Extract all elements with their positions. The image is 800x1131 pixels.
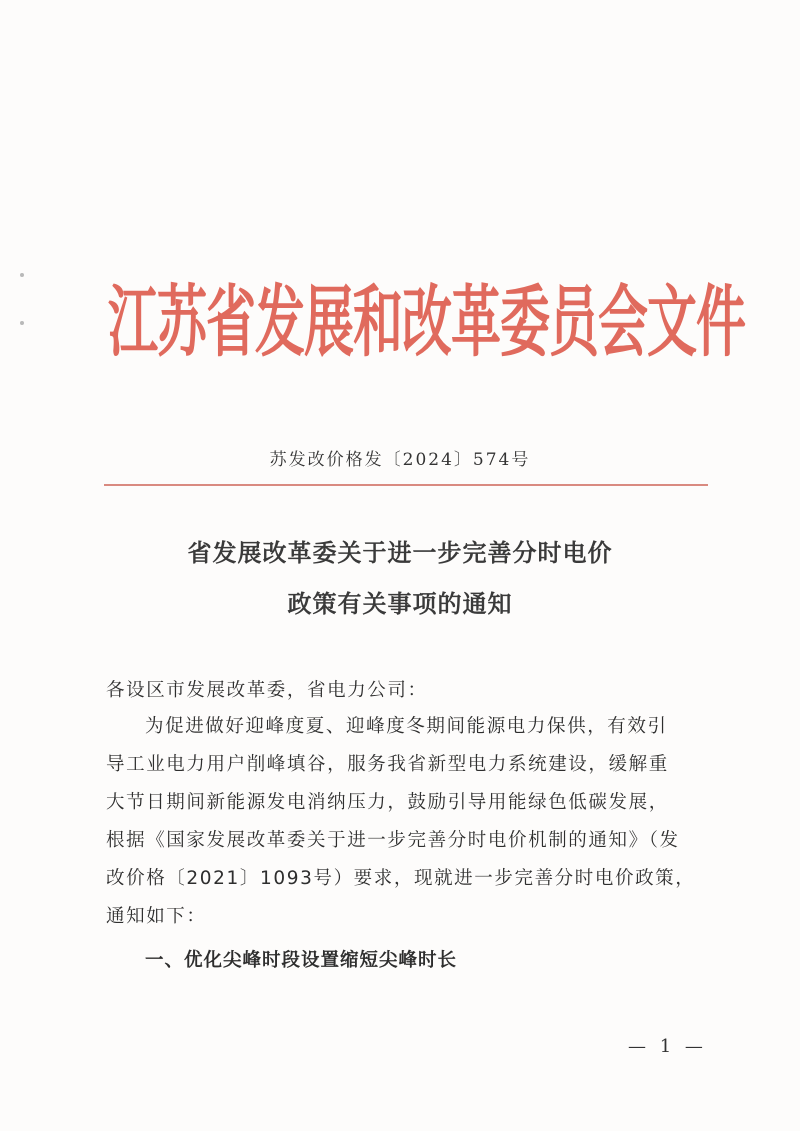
masthead-char: 文 <box>647 275 697 367</box>
masthead-char: 委 <box>500 275 550 367</box>
section-heading-1: 一、优化尖峰时段设置缩短尖峰时长 <box>145 950 458 971</box>
masthead-char: 件 <box>696 275 746 367</box>
red-separator-line <box>104 484 708 486</box>
masthead-char: 革 <box>451 275 501 367</box>
masthead-char: 和 <box>353 275 403 367</box>
document-number: 苏发改价格发〔2024〕574号 <box>269 450 531 470</box>
masthead-char: 发 <box>255 275 305 367</box>
body-line: 为促进做好迎峰度夏、迎峰度冬期间能源电力保供，有效引 <box>145 716 668 737</box>
masthead-char: 江 <box>108 275 158 367</box>
body-line: 导工业电力用户削峰填谷，服务我省新型电力系统建设，缓解重 <box>106 754 669 775</box>
masthead-char: 展 <box>304 275 354 367</box>
masthead-title <box>108 245 746 400</box>
masthead-char: 苏 <box>157 275 207 367</box>
body-line: 改价格〔2021〕1093号）要求，现就进一步完善分时电价政策， <box>106 868 696 889</box>
page-number: — 1 — <box>628 1036 707 1057</box>
body-line: 大节日期间新能源发电消纳压力，鼓励引导用能绿色低碳发展， <box>106 792 669 813</box>
masthead-char: 省 <box>206 275 256 367</box>
document-title-line-2: 政策有关事项的通知 <box>287 589 513 618</box>
body-line: 根据《国家发展改革委关于进一步完善分时电价机制的通知》（发 <box>106 830 680 851</box>
masthead-char: 员 <box>549 275 599 367</box>
body-line: 通知如下： <box>106 906 207 927</box>
document-title-line-1: 省发展改革委关于进一步完善分时电价 <box>187 538 613 567</box>
binding-hole-mark <box>20 321 24 325</box>
masthead-char: 会 <box>598 275 648 367</box>
binding-hole-mark <box>20 273 24 277</box>
salutation: 各设区市发展改革委，省电力公司： <box>106 680 428 701</box>
masthead-char: 改 <box>402 275 452 367</box>
